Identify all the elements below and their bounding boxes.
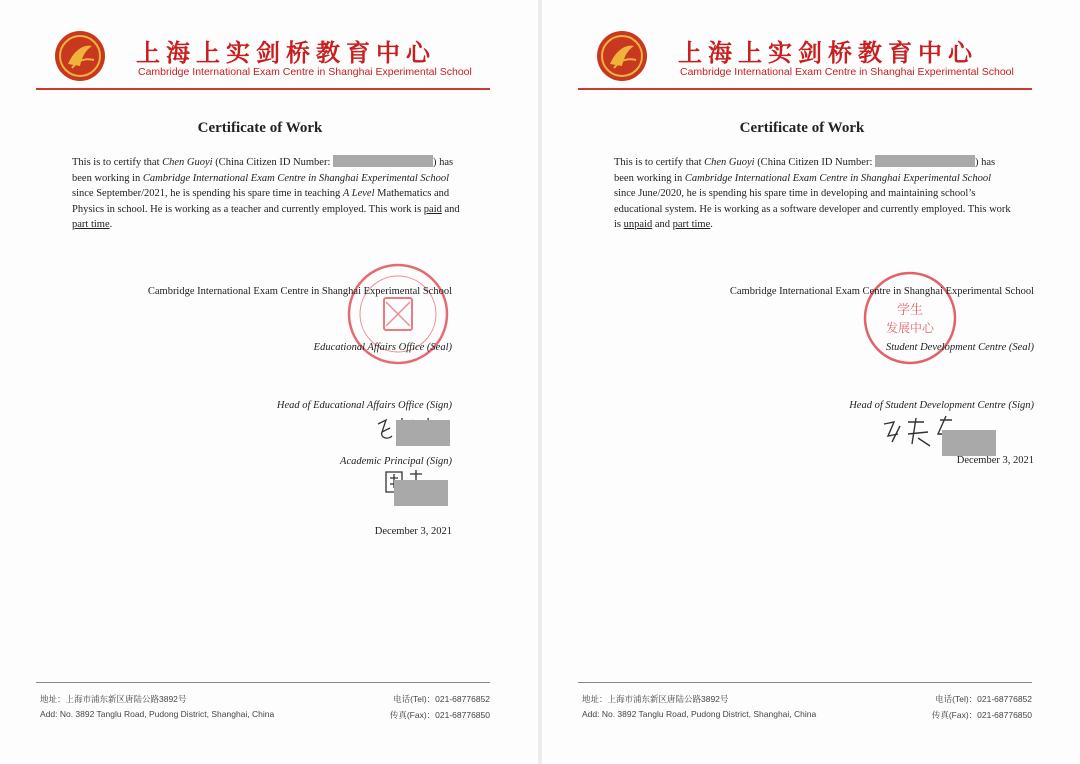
signature-label-head: Head of Student Development Centre (Sign)	[849, 400, 1034, 411]
paid-status: unpaid	[623, 219, 653, 230]
employee-name: Chen Guoyi	[704, 157, 755, 168]
address-chinese: 地址：上海市浦东新区唐陆公路3892号	[582, 694, 729, 704]
seal-text-line-2: 发展中心	[885, 321, 935, 335]
issue-date: December 3, 2021	[374, 526, 452, 537]
certificate-title: Certificate of Work	[197, 120, 323, 136]
school-logo-icon	[54, 30, 106, 82]
signature-label-head: Head of Educational Affairs Office (Sign)	[276, 400, 452, 411]
issuer-organization: Cambridge International Exam Centre in Shanghai Experimental School	[729, 286, 1034, 297]
time-status: part time	[672, 219, 711, 230]
fax: 传真(Fax)：021-68776850	[389, 710, 490, 720]
telephone: 电话(Tel)：021-68776852	[935, 694, 1032, 704]
redacted-id-number	[333, 155, 433, 167]
certificate-body: This is to certify that Chen Guoyi (China Citizen ID Number: ) has been working in Cambridge International Exam Centre in Shanghai Experimental School since June/2020, he is spending his spare time in developing and maintaining school’s educational system. He is working as a software developer and currently employed. This work is unpaid and part time.	[614, 157, 1011, 230]
footer-divider	[578, 682, 1032, 683]
address-chinese: 地址：上海市浦东新区唐陆公路3892号	[40, 694, 187, 704]
employee-name: Chen Guoyi	[162, 157, 213, 168]
telephone: 电话(Tel)：021-68776852	[393, 694, 490, 704]
school-name-chinese: 上海上实剑桥教育中心	[136, 38, 436, 67]
certificate-page-right	[542, 0, 1080, 764]
fax: 传真(Fax)：021-68776850	[931, 710, 1032, 720]
footer-divider	[36, 682, 490, 683]
certificate-page-left	[0, 0, 538, 764]
issuer-organization: Cambridge International Exam Centre in Shanghai Experimental School	[147, 286, 452, 297]
paid-status: paid	[423, 203, 442, 215]
certificate-title: Certificate of Work	[739, 120, 865, 136]
redacted-signature-3	[942, 430, 996, 456]
school-name-english: Cambridge International Exam Centre in Shanghai Experimental School	[680, 66, 1014, 78]
address-english: Add: No. 3892 Tanglu Road, Pudong District, Shanghai, China	[40, 709, 275, 719]
seal-label: Student Development Centre (Seal)	[885, 342, 1034, 353]
redacted-signature-1	[396, 420, 450, 446]
certificate-body: This is to certify that Chen Guoyi (China Citizen ID Number: ) has been working in Cambridge International Exam Centre in Shanghai Experimental School since September/2021, he is spending his spare time in teaching A Level Mathematics and Physics in school. He is working as a teacher and currently employed. This work is paid and part time.	[72, 157, 460, 230]
seal-text-line-1: 学生	[896, 303, 924, 318]
time-status: part time	[72, 219, 110, 230]
address-english: Add: No. 3892 Tanglu Road, Pudong District, Shanghai, China	[582, 709, 817, 719]
school-name-english: Cambridge International Exam Centre in Shanghai Experimental School	[138, 66, 472, 78]
header-divider	[578, 88, 1032, 90]
redacted-signature-2	[394, 480, 448, 506]
issue-date: December 3, 2021	[956, 455, 1034, 466]
header-divider	[36, 88, 490, 90]
school-name-chinese: 上海上实剑桥教育中心	[678, 38, 978, 67]
school-logo-icon	[596, 30, 648, 82]
redacted-id-number	[875, 155, 975, 167]
seal-label: Educational Affairs Office (Seal)	[313, 342, 452, 353]
signature-label-principal: Academic Principal (Sign)	[340, 456, 452, 467]
